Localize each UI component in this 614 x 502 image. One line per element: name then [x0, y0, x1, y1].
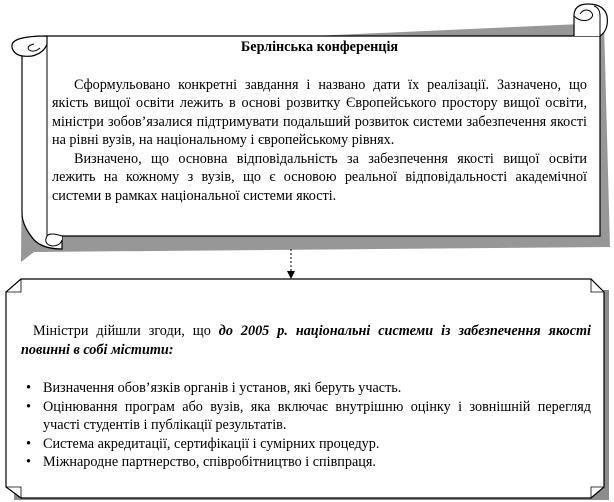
scroll-paragraph-2: Визначено, що основна відповідальність за забезпечення якості вищої освіти лежить на кожному з вузів, що є основою реальної відповідальності академічної системи в рамках національної системи якості. [52, 150, 587, 204]
bullet-icon: • [26, 454, 31, 470]
list-item-text: Визначення обов’язків органів і установ, які беруть участь. [43, 380, 402, 396]
scroll-title: Берлінська конференція [240, 39, 399, 55]
list-item-text: Оцінювання програм або вузів, яка включає внутрішню оцінку і зовнішній перегляд участі студентів і публікації результатів. [43, 398, 591, 433]
box-content [21, 322, 591, 472]
list-item [21, 453, 591, 472]
list-item-text: Система акредитації, сертифікації і сумірних процедур. [43, 435, 380, 452]
box-intro-plain: Міністри дійшли згоди, що [33, 323, 219, 339]
connector-arrowhead [287, 271, 295, 279]
list-item-text: Міжнародне партнерство, співробітництво і співпраця. [43, 454, 376, 470]
requirements-list [21, 379, 591, 472]
bullet-icon: • [26, 380, 31, 396]
scroll-content [52, 38, 587, 205]
box-intro-emphasis: до 2005 р. національні системи із забезпечення якості повинні в собі містити: [21, 323, 591, 358]
list-item [21, 435, 591, 454]
bullet-icon: • [26, 435, 31, 452]
scroll-paragraph-1: Сформульовано конкретні завдання і названо дати їх реалізації. Зазначено, що якість вищої освіти лежить в основі розвитку Європейського простору вищої освіти, міністри зобов’язалися підтримувати подальший розвиток системи забезпечення якості на рівні вузів, на національному і європейському рівнях. [52, 76, 587, 148]
scroll-bottom-curl [46, 234, 62, 246]
box-intro [21, 322, 591, 359]
list-item [21, 379, 591, 398]
bullet-icon: • [26, 398, 31, 415]
list-item [21, 398, 591, 435]
